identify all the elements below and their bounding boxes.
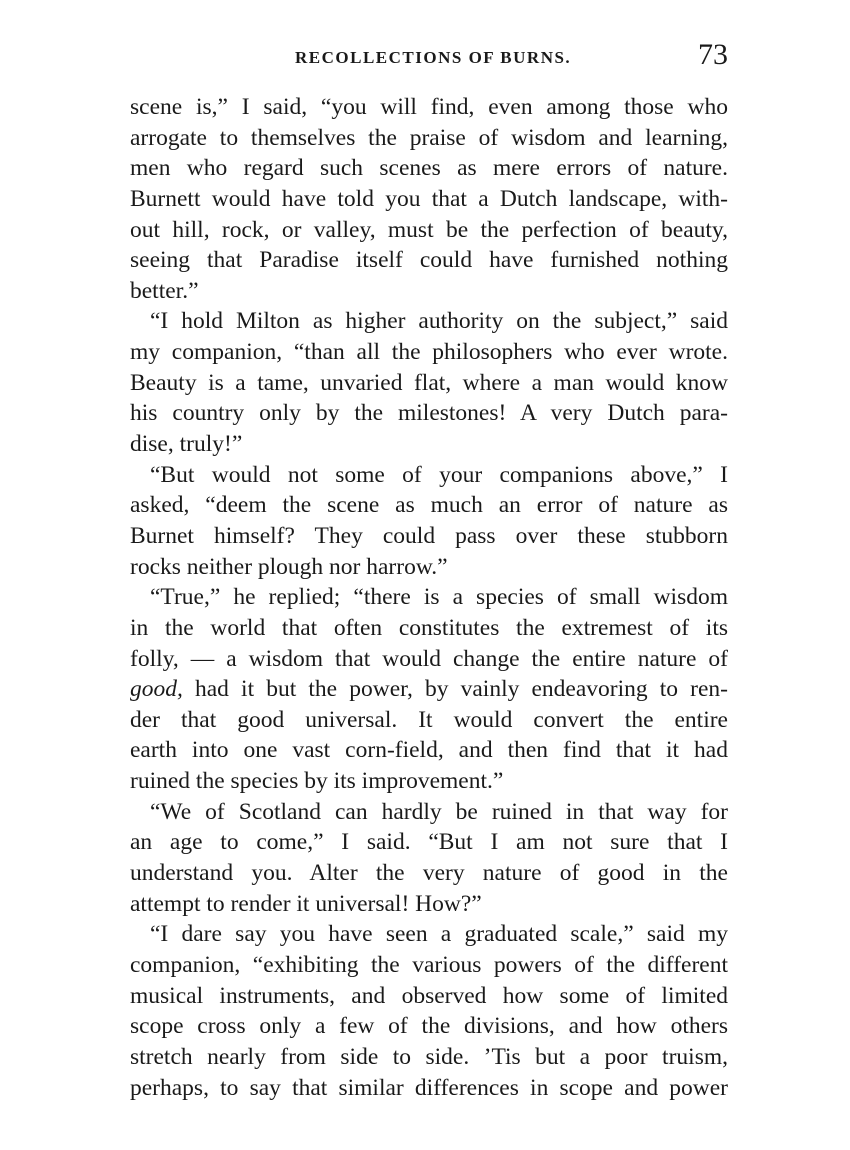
text-line: my companion, “than all the philosophers who ever wrote. [130,339,728,366]
text-line: companion, “exhibiting the various powers of the different [130,951,728,978]
text-line: “We of Scotland can hardly be ruined in that way for [150,798,728,825]
text-line: scene is,” I said, “you will find, even among those who [130,94,728,120]
running-head [130,38,728,78]
text-line: dise, truly!” [130,431,243,458]
text-line: musical instruments, and observed how some of limited [130,982,728,1009]
text-line: “But would not some of your companions above,” I [150,461,728,488]
text-line: der that good universal. It would convert the entire [130,706,728,733]
text-line: his country only by the milestones! A very Dutch para- [130,400,728,427]
running-title: RECOLLECTIONS OF BURNS. [295,48,572,67]
text-line: folly, — a wisdom that would change the entire nature of [130,645,728,672]
text-line: “True,” he replied; “there is a species of small wisdom [150,584,728,611]
text-line: “I hold Milton as higher authority on the subject,” said [150,308,728,335]
text-line: asked, “deem the scene as much an error of nature as [130,492,728,519]
italic-word: good, [130,676,183,703]
text-line [130,674,728,705]
text-line: arrogate to themselves the praise of wisdom and learning, [130,124,728,151]
text-line: an age to come,” I said. “But I am not sure that I [130,829,728,856]
text-line: better.” [130,277,199,304]
text-line: “I dare say you have seen a graduated scale,” said my [150,921,728,948]
text-line: scope cross only a few of the divisions, and how others [130,1013,728,1040]
text-line: Beauty is a tame, unvaried flat, where a man would know [130,369,728,396]
text-line: attempt to render it universal! How?” [130,890,482,917]
text-line: Burnet himself? They could pass over these stubborn [130,522,728,549]
text-line: understand you. Alter the very nature of good in the [130,860,728,887]
body-text [130,92,728,1103]
text-line: men who regard such scenes as mere errors of nature. [130,155,728,182]
text-segment: had it but the power, by vainly endeavoring to ren- [182,676,728,703]
page-number: 73 [698,38,728,71]
text-line: earth into one vast corn-field, and then find that it had [130,737,728,764]
text-line: stretch nearly from side to side. ’Tis but a poor truism, [130,1043,728,1070]
text-line: rocks neither plough nor harrow.” [130,553,448,580]
text-line: perhaps, to say that similar differences in scope and power [130,1074,728,1101]
text-line: out hill, rock, or valley, must be the perfection of beauty, [130,216,728,243]
text-line: seeing that Paradise itself could have furnished nothing [130,247,728,274]
text-line: Burnett would have told you that a Dutch landscape, with- [130,185,728,212]
text-line: in the world that often constitutes the extremest of its [130,614,728,641]
text-line: ruined the species by its improvement.” [130,768,504,795]
